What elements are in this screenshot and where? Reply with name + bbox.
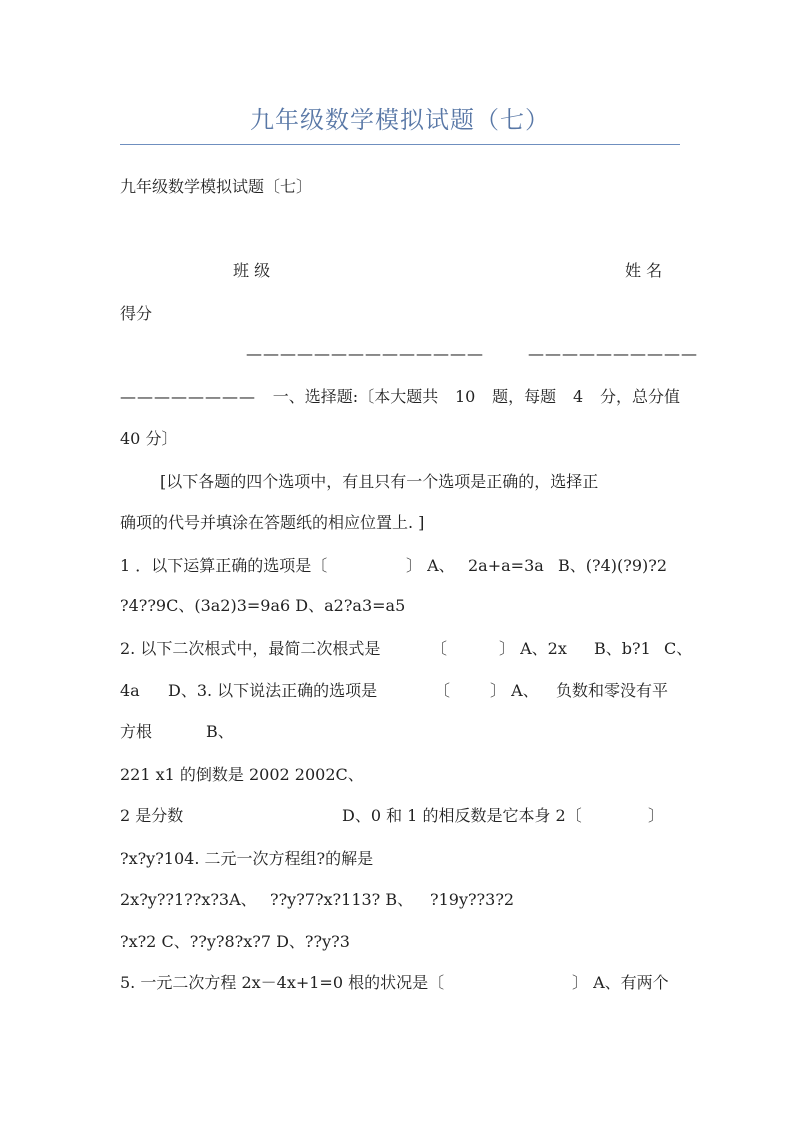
question-3-option-d: D、0 和 1 的相反数是它本身 2〔 bbox=[342, 806, 582, 825]
name-label: 姓 名 bbox=[625, 261, 663, 280]
question-1-option-b: B、(?4)(?9)?2 bbox=[558, 556, 668, 575]
instruction-line-1: [以下各题的四个选项中，有且只有一个选项是正确的，选择正 bbox=[160, 472, 599, 491]
question-2-option-b: B、b?1 bbox=[594, 639, 651, 658]
section-heading-tail: 分，总分值 bbox=[599, 387, 680, 406]
question-2-option-c: C、 bbox=[664, 639, 693, 658]
question-3-option-b: 221 x1 的倒数是 2002 2002C、 bbox=[120, 765, 364, 784]
document-subtitle: 九年级数学模拟试题〔七〕 bbox=[120, 177, 313, 196]
question-3-option-a-cont: 方根 bbox=[120, 722, 153, 741]
question-5-option-a: 〕 A、有两个 bbox=[572, 973, 669, 992]
question-3-stem: D、3. 以下说法正确的选项是 bbox=[168, 681, 378, 700]
question-2-option-c-value: 4a bbox=[120, 681, 140, 700]
question-4-stem: ?x?y?104. 二元一次方程组?的解是 bbox=[120, 849, 374, 868]
question-1-stem: 1 ．以下运算正确的选项是〔 bbox=[120, 556, 328, 575]
question-4-option-b: ??y?7?x?113? B、 bbox=[270, 890, 414, 909]
question-2-option-a: 〕 A、2x bbox=[499, 639, 567, 658]
question-3-bracket: 〔 bbox=[434, 681, 451, 700]
name-blank-line: —————————— bbox=[528, 344, 698, 363]
section-heading-line bbox=[120, 386, 680, 408]
instruction-line-2: 确项的代号并填涂在答题纸的相应位置上. ] bbox=[120, 513, 425, 532]
question-3-option-a: 负数和零没有平 bbox=[556, 681, 669, 700]
question-3-option-c: 2 是分数 bbox=[120, 806, 184, 825]
question-4-option-a: 2x?y??1??x?3A、 bbox=[120, 890, 257, 909]
title-divider bbox=[120, 144, 680, 145]
section-total: 40 分〕 bbox=[120, 429, 178, 448]
question-3-bracket-close: 〕 bbox=[648, 806, 665, 825]
score-label: 得分 bbox=[120, 304, 153, 323]
question-5-stem: 5. 一元二次方程 2x－4x+1=0 根的状况是〔 bbox=[120, 973, 445, 992]
question-count: 10 bbox=[455, 387, 476, 406]
question-1-option-a-label: 〕 A、 bbox=[406, 556, 455, 575]
question-1-cont: ?4??9C、(3a2)3=9a6 D、a2?a3=a5 bbox=[120, 596, 406, 615]
class-label: 班 级 bbox=[233, 261, 271, 280]
question-4-options-cd: ?x?2 C、??y?8?x?7 D、??y?3 bbox=[120, 932, 350, 951]
question-2-bracket: 〔 bbox=[431, 639, 448, 658]
section-heading: 一、选择题:〔本大题共 bbox=[272, 387, 439, 406]
score-blank-line: ———————— bbox=[120, 387, 256, 406]
question-1-option-a: 2a+a=3a bbox=[468, 556, 544, 575]
question-4-option-b-cont: ?19y??3?2 bbox=[430, 890, 515, 909]
question-3-option-a-label: 〕 A、 bbox=[490, 681, 539, 700]
points-each: 4 bbox=[572, 387, 584, 406]
question-2-stem: 2. 以下二次根式中，最简二次根式是 bbox=[120, 639, 381, 658]
class-blank-line: —————————————— bbox=[246, 344, 484, 363]
section-heading-cont: 题，每题 bbox=[492, 387, 557, 406]
question-3-option-b-label: B、 bbox=[206, 722, 234, 741]
page-title: 九年级数学模拟试题（七） bbox=[250, 106, 550, 134]
